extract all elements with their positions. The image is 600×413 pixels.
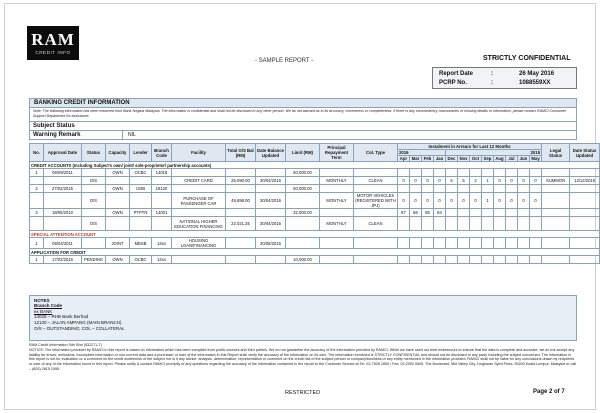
cell-legal <box>542 217 570 231</box>
cell-approval <box>44 217 82 231</box>
section-note: Note: The following information has been extracted from Bank Negara Malaysia. The information is confidential and shall not be disclosed to any other person. We do not warrant as to its accuracy, correctness or completeness. If there is any inconsistency, inaccuracies or missing details or information, please contact RAMCI Consumer Support Department for assistance. <box>29 108 577 122</box>
cell-arrears <box>470 238 482 249</box>
cell-facility <box>172 185 226 193</box>
cell-arrears <box>398 185 410 193</box>
cell-arrears <box>470 217 482 231</box>
cell-arrears: 85 <box>422 209 434 217</box>
cell-sdate <box>570 209 600 217</box>
cell-arrears <box>458 238 470 249</box>
notes-ex: ex BANK <box>34 308 53 314</box>
col-no: No. <box>30 144 44 162</box>
notes-title: NOTES <box>34 298 50 303</box>
cell-repay: MONTHLY <box>320 217 354 231</box>
cell-approval: 18/05/2010 <box>44 209 82 217</box>
cell-arrears <box>494 169 506 177</box>
cell-no <box>30 193 44 209</box>
cell-no: 1 <box>30 169 44 177</box>
cell-arrears <box>470 185 482 193</box>
cell-arrears <box>518 169 530 177</box>
cell-arrears: 86 <box>410 209 422 217</box>
month-header: Apr <box>398 156 410 162</box>
section-label: SPECIAL ATTENTION ACCOUNT <box>30 231 600 238</box>
warning-remark-row <box>29 131 577 140</box>
cell-facility <box>172 169 226 177</box>
cell-arrears <box>446 238 458 249</box>
cell-arrears <box>446 169 458 177</box>
cell-legal <box>542 209 570 217</box>
cell-limit: 50,000.00 <box>286 169 320 177</box>
confidential-label: STRICTLY CONFIDENTIAL <box>483 55 571 62</box>
cell-arrears: 0 <box>494 193 506 209</box>
cell-arrears <box>506 217 518 231</box>
cell-repay: MONTHLY <box>320 193 354 209</box>
cell-col: MOTOR VEHICLES (REGISTERED WITH JPJ) <box>355 193 396 208</box>
cell-legal <box>542 256 570 264</box>
cell-arrears <box>422 185 434 193</box>
cell-col <box>354 238 398 249</box>
logo-text: RAM <box>31 30 75 49</box>
cell-arrears: 0 <box>398 193 410 209</box>
month-header: Jan <box>434 156 446 162</box>
cell-legal <box>542 238 570 249</box>
cell-arrears <box>494 238 506 249</box>
cell-approval: 27/02/2015 <box>44 185 82 193</box>
cell-repay <box>320 209 354 217</box>
cell-facility: HOUSING LOAN/FINANCING <box>172 238 226 249</box>
cell-arrears <box>410 256 422 264</box>
month-header: Jun <box>518 156 530 162</box>
col-total-os: Total O/S Bal (RM) <box>226 144 256 162</box>
subject-status-label: Subject Status <box>33 123 75 129</box>
cell-lender <box>130 177 152 185</box>
year-2015: 2015 <box>446 150 542 156</box>
cell-no <box>30 177 44 185</box>
cell-lender: MBSB <box>130 238 152 249</box>
cell-arrears: 0 <box>422 177 434 185</box>
page-number-text: Page 2 of 7 <box>533 389 565 395</box>
cell-arrears <box>518 185 530 193</box>
cell-bdate <box>256 169 286 177</box>
col-status-date: Date Status Updated <box>570 144 600 162</box>
cell-arrears <box>506 169 518 177</box>
cell-approval: 06/09/2011 <box>44 169 82 177</box>
cell-arrears <box>434 217 446 231</box>
cell-arrears: 0 <box>506 177 518 185</box>
table-row <box>30 217 600 231</box>
cell-repay <box>320 185 354 193</box>
cell-bdate: 30/04/2016 <box>256 193 286 209</box>
cell-arrears <box>422 256 434 264</box>
cell-arrears <box>530 169 542 177</box>
cell-limit: 10,000.00 <box>286 256 320 264</box>
col-instalment: Instalment in Arrears for Last 12 Months <box>398 144 542 150</box>
report-date-label: Report Date <box>439 71 474 77</box>
cell-limit <box>286 217 320 231</box>
cell-arrears <box>410 238 422 249</box>
cell-limit <box>286 193 320 209</box>
cell-arrears <box>482 256 494 264</box>
table-row <box>30 209 600 217</box>
cell-arrears: 0 <box>458 193 470 209</box>
cell-facility: PURCHASE OF PASSENGER CAR <box>172 193 226 209</box>
notes-branch-code: Branch Code <box>34 303 63 309</box>
col-capacity: Capacity <box>106 144 130 162</box>
table-row <box>30 169 600 177</box>
cell-arrears: 0 <box>530 177 542 185</box>
cell-arrears <box>506 256 518 264</box>
cell-arrears <box>506 238 518 249</box>
cell-total: 25,090.00 <box>226 177 256 185</box>
cell-arrears <box>470 169 482 177</box>
cell-status <box>82 209 106 217</box>
cell-no: 3 <box>30 209 44 217</box>
cell-bdate <box>256 256 286 264</box>
notes-box <box>29 295 577 341</box>
cell-arrears <box>482 169 494 177</box>
cell-lender <box>130 193 152 209</box>
cell-total <box>226 185 256 193</box>
footer-disclaimer: NOTICE: The information provided by RAMCI in this report is based on information which has been compiled from public sources and third parties. We do not guarantee the accuracy of the information provided by RAMCI. While we have used our best endeavours to ensure that the data is complete and accurate, we do not accept any liability for errors, omissions, incomplete information or non-current data and a purchaser or user of the information in this Report shall verify the accuracy of the information on its own. The information furnished is STRICTLY CONFIDENTIAL and should not be disclosed to any party including the subject concerned. The information in this report is not for evaluation or a comment on the credit worthiness of the subject nor is it any advice, analysis, determination, representation or comment on the credit risk of the subject person or company/business or any entity mentioned in the information provided. RAMCI shall not be liable for any conclusions drawn by recipients or user of any of the information found in this report. Please notify & contact RAMCI promptly of any questions regarding the accuracy of the information contained in the report to the Customer Service at Tel: 03-7628 1800 / Fax: 03-2092 5505. The Boulevard, Mid Valley City, Lingkaran Syed Putra, 59200 Kuala Lumpur, Malaysia or call – (603) 2615 1595. <box>29 347 577 371</box>
cell-status <box>82 238 106 249</box>
cell-arrears <box>470 209 482 217</box>
report-page <box>4 3 596 410</box>
cell-arrears: 2 <box>470 177 482 185</box>
col-branch-code: Branch Code <box>152 144 172 162</box>
cell-branch <box>152 193 172 209</box>
cell-facility: CREDIT CARD <box>172 177 226 185</box>
cell-sdate <box>570 193 600 209</box>
cell-arrears: 0 <box>422 193 434 209</box>
cell-col <box>354 256 398 264</box>
cell-no: 2 <box>30 185 44 193</box>
cell-capacity <box>106 177 130 185</box>
col-approval-date: Approval Date <box>44 144 82 162</box>
cell-arrears: 0 <box>518 177 530 185</box>
cell-arrears <box>422 238 434 249</box>
cell-col <box>354 169 398 177</box>
warning-remark-value: NIL <box>128 132 136 138</box>
notes-example-2: 12120 – JALAN AMPANG (MAIN BRANCH) <box>34 319 122 325</box>
table-row <box>30 177 600 185</box>
cell-lender <box>130 217 152 231</box>
cell-status <box>82 169 106 177</box>
section-row <box>30 249 600 256</box>
cell-col: CLEAN <box>354 217 398 231</box>
cell-total: 49,898.00 <box>226 193 256 209</box>
notes-example-1: 14028 – RHB Bank Berhad <box>34 314 89 320</box>
month-header: Oct <box>470 156 482 162</box>
subject-status-row <box>29 122 577 131</box>
cell-capacity: OWN <box>106 185 130 193</box>
table-row <box>30 193 600 209</box>
cell-capacity: OWN <box>106 256 130 264</box>
cell-status: O/S <box>82 193 106 209</box>
report-date-value: 26 May 2016 <box>519 71 555 77</box>
cell-arrears <box>530 185 542 193</box>
col-facility: Facility <box>172 144 226 162</box>
cell-arrears: 5 <box>458 177 470 185</box>
cell-repay: MONTHLY <box>320 177 354 185</box>
cell-limit: 50,000.00 <box>286 185 320 193</box>
cell-status <box>82 185 106 193</box>
cell-no: 1 <box>30 256 44 264</box>
cell-arrears: 6 <box>446 177 458 185</box>
table-row <box>30 238 600 249</box>
month-header: Dec <box>446 156 458 162</box>
cell-arrears: 0 <box>494 177 506 185</box>
cell-facility <box>172 256 226 264</box>
cell-total <box>226 256 256 264</box>
logo-subtext: CREDIT INFO <box>35 50 71 55</box>
cell-capacity: JOINT <box>106 238 130 249</box>
cell-arrears <box>434 238 446 249</box>
cell-branch: 18120 <box>152 185 172 193</box>
table-row <box>30 256 600 264</box>
cell-arrears <box>530 209 542 217</box>
divider <box>122 131 123 139</box>
cell-capacity: OWN <box>106 209 130 217</box>
cell-approval <box>44 177 82 185</box>
cell-sdate <box>570 256 600 264</box>
cell-lender: UOB <box>130 185 152 193</box>
cell-arrears: 1 <box>482 193 494 209</box>
cell-bdate: 30/06/2015 <box>256 238 286 249</box>
cell-branch: 13xx <box>152 238 172 249</box>
month-header: Sep <box>482 156 494 162</box>
cell-arrears <box>482 217 494 231</box>
cell-bdate: 30/04/2016 <box>256 177 286 185</box>
cell-no: 1 <box>30 238 44 249</box>
cell-bdate <box>256 209 286 217</box>
month-header: Jul <box>506 156 518 162</box>
cell-arrears <box>482 238 494 249</box>
cell-arrears: 84 <box>434 209 446 217</box>
cell-status: O/S <box>82 217 106 231</box>
cell-arrears <box>530 256 542 264</box>
cell-branch: 14001 <box>152 209 172 217</box>
cell-arrears <box>506 209 518 217</box>
cell-branch <box>152 177 172 185</box>
cell-arrears <box>518 238 530 249</box>
cell-arrears <box>458 256 470 264</box>
cell-capacity <box>106 217 130 231</box>
cell-arrears <box>410 217 422 231</box>
credit-table <box>29 143 600 264</box>
section-row <box>30 162 600 169</box>
report-info-box <box>432 67 577 89</box>
cell-no <box>30 217 44 231</box>
cell-arrears <box>494 185 506 193</box>
col-lender: Lender <box>130 144 152 162</box>
cell-arrears <box>446 185 458 193</box>
cell-arrears: 0 <box>434 193 446 209</box>
col-repayment: Principal Repayment Term <box>320 144 354 162</box>
cell-arrears: 0 <box>410 193 422 209</box>
sample-report-label: - SAMPLE REPORT - <box>255 58 314 64</box>
cell-col: CLEAN <box>354 177 398 185</box>
cell-arrears <box>398 169 410 177</box>
cell-arrears <box>494 256 506 264</box>
col-status: Status <box>82 144 106 162</box>
cell-arrears <box>434 169 446 177</box>
cell-capacity <box>106 193 130 209</box>
cell-repay <box>320 238 354 249</box>
cell-legal: SUMMON <box>542 177 570 185</box>
colon: : <box>491 71 493 77</box>
cell-arrears <box>518 217 530 231</box>
cell-arrears <box>458 185 470 193</box>
cell-arrears <box>494 217 506 231</box>
cell-arrears: 0 <box>410 177 422 185</box>
cell-branch: 14xx <box>152 256 172 264</box>
cell-arrears <box>482 185 494 193</box>
cell-approval: 09/04/2011 <box>44 238 82 249</box>
cell-total <box>226 169 256 177</box>
cell-lender: OCBC <box>130 256 152 264</box>
cell-legal <box>542 185 570 193</box>
cell-sdate <box>570 217 600 231</box>
cell-arrears <box>434 185 446 193</box>
footer-notice <box>29 343 577 372</box>
col-legal-status: Legal Status <box>542 144 570 162</box>
cell-arrears: 0 <box>518 193 530 209</box>
cell-arrears <box>434 256 446 264</box>
cell-facility <box>172 209 226 217</box>
cell-status: O/S <box>82 177 106 185</box>
cell-arrears <box>422 217 434 231</box>
section-label: CREDIT ACCOUNTS (Including Subject's own/ joint/ sole-proprietor/ partnership accounts) <box>30 162 600 169</box>
cell-repay <box>320 169 354 177</box>
colon: : <box>491 80 493 86</box>
cell-arrears: 0 <box>398 177 410 185</box>
section-row <box>30 231 600 238</box>
col-limit: Limit (RM) <box>286 144 320 162</box>
cell-arrears <box>470 256 482 264</box>
cell-arrears <box>458 209 470 217</box>
cell-arrears <box>518 256 530 264</box>
cell-arrears <box>446 209 458 217</box>
cell-arrears: 0 <box>506 193 518 209</box>
month-header: Mar <box>410 156 422 162</box>
cell-approval: 17/02/2016 <box>44 256 82 264</box>
ram-logo <box>27 26 79 60</box>
cell-bdate: 30/04/2016 <box>256 217 286 231</box>
month-header: Nov <box>459 156 468 161</box>
cell-arrears <box>482 209 494 217</box>
cell-col <box>354 185 398 193</box>
year-2016: 2016 <box>398 150 446 156</box>
cell-col <box>354 209 398 217</box>
cell-lender: PTPTN <box>130 209 152 217</box>
cell-sdate <box>570 185 600 193</box>
cell-lender: OCBC <box>130 169 152 177</box>
cell-arrears <box>422 169 434 177</box>
cell-arrears <box>398 217 410 231</box>
cell-total: 22,021.25 <box>226 217 256 231</box>
cell-arrears: 0 <box>470 193 482 209</box>
cell-arrears <box>446 256 458 264</box>
cell-arrears <box>398 238 410 249</box>
cell-status: PENDING <box>82 256 106 264</box>
cell-arrears <box>530 217 542 231</box>
cell-arrears <box>398 256 410 264</box>
cell-arrears <box>410 185 422 193</box>
cell-arrears <box>446 217 458 231</box>
warning-remark-label: Warning Remark <box>33 132 81 138</box>
restricted-label: RESTRICTED <box>285 390 321 396</box>
cell-limit <box>286 238 320 249</box>
cell-arrears: 1 <box>482 177 494 185</box>
col-date-balance: Date Balance Updated <box>256 144 286 162</box>
cell-legal <box>542 193 570 209</box>
section-label: APPLICATION FOR CREDIT <box>30 249 600 256</box>
cell-arrears: 0 <box>434 177 446 185</box>
cell-capacity: OWN <box>106 169 130 177</box>
month-header: Feb <box>422 156 434 162</box>
cell-arrears <box>410 169 422 177</box>
cell-branch <box>152 217 172 231</box>
cell-sdate <box>570 169 600 177</box>
cell-arrears <box>458 217 470 231</box>
pcrp-label: PCRP No. <box>439 80 467 86</box>
month-header: May <box>531 156 540 161</box>
cell-arrears <box>518 209 530 217</box>
cell-arrears <box>530 238 542 249</box>
footer-company: RAM Credit Information Sdn Bhd (532271-T) <box>29 343 102 347</box>
col-col-type: Col. Type <box>354 144 398 162</box>
cell-facility: NATIONAL HIGHER EDUCATION FINANCING <box>172 217 226 231</box>
cell-approval <box>44 193 82 209</box>
cell-arrears: 0 <box>446 193 458 209</box>
page-number <box>533 389 565 395</box>
notes-legend: O/S – OUTSTANDING; COL – COLLATERAL <box>34 326 125 332</box>
cell-limit: 32,000.00 <box>286 209 320 217</box>
cell-arrears <box>506 185 518 193</box>
cell-repay <box>320 256 354 264</box>
table-row <box>30 185 600 193</box>
cell-arrears: 87 <box>398 209 410 217</box>
cell-total <box>226 238 256 249</box>
cell-sdate <box>570 238 600 249</box>
cell-branch: 14018 <box>152 169 172 177</box>
cell-arrears <box>494 209 506 217</box>
section-title: BANKING CREDIT INFORMATION <box>29 98 577 108</box>
cell-arrears: 0 <box>530 193 542 209</box>
cell-legal <box>542 169 570 177</box>
cell-total <box>226 209 256 217</box>
cell-limit <box>286 177 320 185</box>
month-header: Aug <box>495 156 504 161</box>
cell-sdate: 12/12/2015 <box>570 177 600 185</box>
cell-arrears <box>458 169 470 177</box>
pcrp-value: 1088559XX <box>519 80 551 86</box>
cell-bdate <box>256 185 286 193</box>
